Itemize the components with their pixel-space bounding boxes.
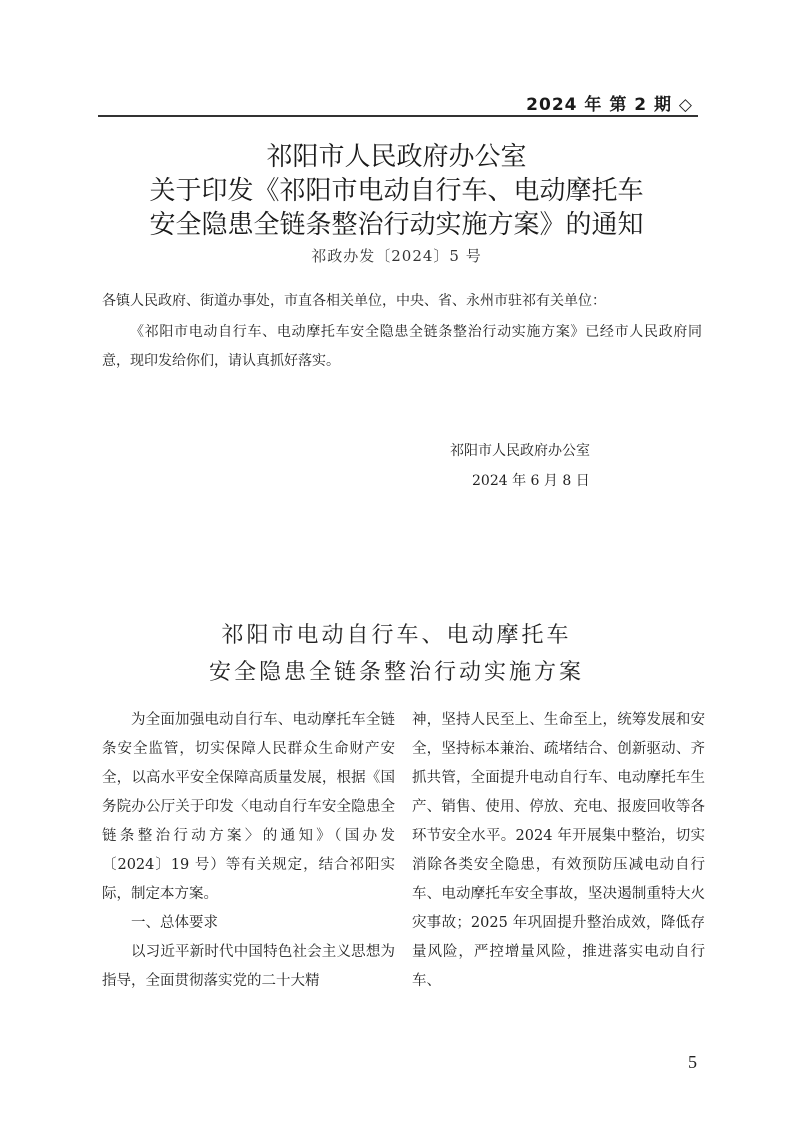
- plan-paragraph-intro: 为全面加强电动自行车、电动摩托车全链条安全监管，切实保障人民群众生命财产安全，以高水平安全保障高质量发展，根据《国务院办公厅关于印发〈电动自行车安全隐患全链条整治行动方案〉的通知》（国办发〔2024〕19 号）等有关规定，结合祁阳实际，制定本方案。: [102, 712, 395, 902]
- left-column: [102, 706, 395, 996]
- header-rule: [98, 115, 698, 117]
- plan-paragraph-guidance: 以习近平新时代中国特色社会主义思想为指导，全面贯彻落实党的二十大精: [102, 944, 395, 989]
- document-number: 祁政办发〔2024〕5 号: [311, 247, 482, 265]
- plan-paragraph-guidance-continued: 神，坚持人民至上、生命至上，统筹发展和安全，坚持标本兼治、疏堵结合、创新驱动、齐抓共管，全面提升电动自行车、电动摩托车生产、销售、使用、停放、充电、报废回收等各环节安全水平。2024 年开展集中整治，切实消除各类安全隐患，有效预防压减电动自行车、电动摩托车安全事故，坚决遏制重特大火灾事故；2025 年巩固提升整治成效，降低存量风险，严控增量风险，推进落实电动自行车、: [412, 712, 705, 989]
- page-number: 5: [688, 1052, 697, 1072]
- diamond-icon: ◇: [678, 95, 693, 115]
- plan-title-line-1: 祁阳市电动自行车、电动摩托车: [221, 623, 572, 648]
- signature-date: 2024 年 6 月 8 日: [472, 473, 590, 489]
- signature-organization: 祁阳市人民政府办公室: [450, 443, 590, 459]
- notice-body: 《祁阳市电动自行车、电动摩托车安全隐患全链条整治行动实施方案》已经市人民政府同意，现印发给你们，请认真抓好落实。: [102, 324, 702, 369]
- issue-text: 2024 年 第 2 期: [526, 95, 672, 115]
- notice-addressee: 各镇人民政府、街道办事处，市直各相关单位，中央、省、永州市驻祁有关单位：: [102, 293, 606, 309]
- notice-title-line-1: 祁阳市人民政府办公室: [266, 142, 527, 172]
- issue-label: [526, 90, 693, 115]
- notice-title-line-3: 安全隐患全链条整治行动实施方案》的通知: [149, 210, 644, 240]
- right-column: [412, 706, 705, 996]
- notice-title-line-2: 关于印发《祁阳市电动自行车、电动摩托车: [149, 176, 644, 206]
- section-heading-general-requirements: 一、总体要求: [131, 915, 218, 931]
- plan-title-line-2: 安全隐患全链条整治行动实施方案: [208, 660, 584, 685]
